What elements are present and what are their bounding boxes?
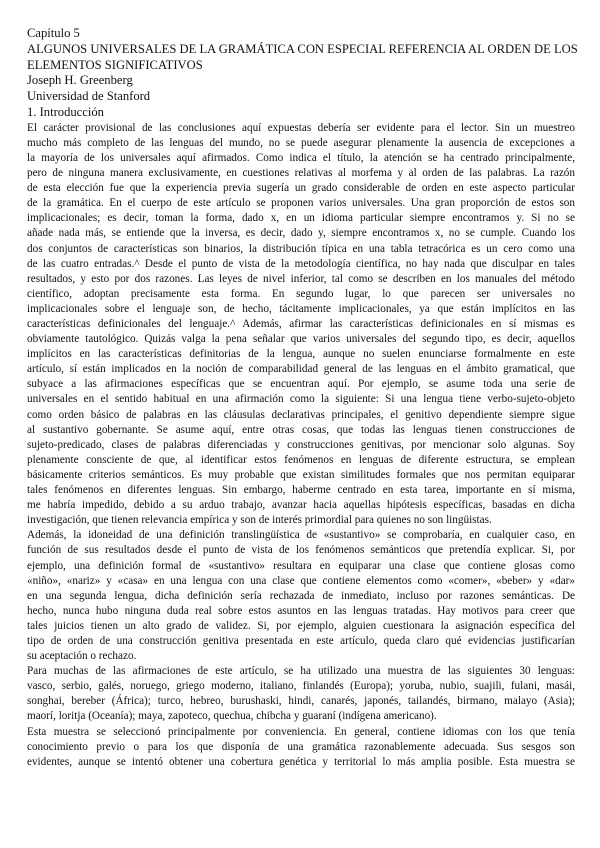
body-line: tales fenómenos en diferentes lenguas. Sin embargo, haberme centrado en esta tarea, importante en sí misma, xyxy=(27,484,575,497)
chapter-title-line-2: ELEMENTOS SIGNIFICATIVOS xyxy=(27,57,203,72)
body-line: dos conjuntos de características son binarios, la distribución típica en una tabla tetracórica es un cero como una xyxy=(27,242,575,255)
body-line: de la gramática. En el cuerpo de este artículo se proponen varios universales. Una gran proporción de estos son xyxy=(27,197,575,210)
body-line: vasco, serbio, galés, noruego, griego moderno, italiano, finlandés (Europa); yoruba, nubio, suajili, fulani, masái, xyxy=(27,680,575,693)
body-line: en una segunda lengua, dicha definición sería rechazada de inmediato, incluso por razones semánticas. De xyxy=(27,589,575,602)
body-line: hecho, nunca hubo ninguna duda real sobre estos asuntos en las lenguas tratadas. Hay motivos para creer que xyxy=(27,604,575,617)
body-line: El carácter provisional de las conclusiones aquí expuestas debería ser evidente para el lector. Sin un muestreo xyxy=(27,121,575,134)
body-line: mucho más completo de las lenguas del mundo, no se puede asegurar plenamente la ausencia de excepciones a xyxy=(27,136,575,149)
author-affiliation: Universidad de Stanford xyxy=(27,89,151,104)
body-line: ejemplo, una definición formal de «sustantivo» resultara en equiparar una clase que contiene glosas como xyxy=(27,559,575,572)
body-line: función de sus resultados desde el punto de vista de los fenómenos semánticos que pretendía explicar. Si, por xyxy=(27,544,575,557)
body-line: científico, adoptan precisamente esta forma. En segundo lugar, lo que parecen ser universales no xyxy=(27,287,575,300)
body-line: «niño», «nariz» y «casa» en una lengua con una clase que contiene elementos como «comer», «beber» y «dar» xyxy=(27,574,575,587)
body-line: implicacionales; es decir, toman la forma, dado x, en un idioma particular siempre encontramos y. Si no se xyxy=(27,212,575,225)
body-line: implicacionales sobre el lenguaje son, de hecho, tácitamente implicacionales, ya que están implícitos en las xyxy=(27,302,575,315)
body-line: tipo de orden de una construcción genitiva presentada en este artículo, queda claro qué evidencias justificarían xyxy=(27,634,575,647)
body-text xyxy=(27,121,575,770)
chapter-title-line-1: ALGUNOS UNIVERSALES DE LA GRAMÁTICA CON ESPECIAL REFERENCIA AL ORDEN DE LOS xyxy=(27,41,578,56)
body-line: básicamente criterios semánticos. Es muy probable que existan similitudes formales que nos permitan equiparar xyxy=(27,468,575,481)
body-line: añade nada más, se entiende que la inversa, es decir, dado y, siempre encontramos x, no se cumple. Cuando los xyxy=(27,227,575,240)
body-line: Además, la idoneidad de una definición translingüística de «sustantivo» se comprobaría, en cualquier caso, en xyxy=(27,529,575,542)
body-line: artículo, sí están implicados en la noción de comparabilidad general de las lenguas en el ámbito gramatical, que xyxy=(27,363,575,376)
body-line: tales juicios tienen un alto grado de validez. Si, por ejemplo, alguien cuestionara la asignación específica del xyxy=(27,619,575,632)
body-line: como orden básico de palabras en las cláusulas declarativas principales, el genitivo dependiente siempre sigue xyxy=(27,408,575,421)
body-line: la mayoría de los universales aquí afirmados. Como indica el título, la atención se ha centrado principalmente, xyxy=(27,151,575,164)
body-line: de esta elección fue que la experiencia previa sugería un grado considerable de orden en este aspecto particular xyxy=(27,182,575,195)
body-line: subyace a las afirmaciones específicas que se encuentran aquí. Por ejemplo, se asume toda una serie de xyxy=(27,378,575,391)
chapter-label: Capítulo 5 xyxy=(27,26,80,40)
body-line: Esta muestra se seleccionó principalmente por conveniencia. En general, contiene idiomas con los que tenía xyxy=(27,725,575,738)
body-line: implícitos en las características definitorias de la lengua, aunque no suelen enunciarse formalmente en este xyxy=(27,348,575,361)
body-line: me habría impedido, debido a su arduo trabajo, avanzar hacia aquellas hipótesis específicas, basadas en dicha xyxy=(27,499,575,512)
body-line: maorí, loritja (Oceanía); maya, zapoteco, quechua, chibcha y guaraní (indígena americano). xyxy=(27,710,437,723)
author-name: Joseph H. Greenberg xyxy=(27,73,133,88)
body-line: obviamente tautológico. Quizás valga la pena señalar que varios universales del segundo tipo, es decir, aquellos xyxy=(27,333,575,346)
section-heading: 1. Introducción xyxy=(27,104,104,119)
body-line: de las cuatro entradas.^ Desde el punto de vista de la metodología científica, no hay nada que disculpar en tales xyxy=(27,257,575,270)
body-line: sujeto-predicado, clases de palabras diferenciadas y construcciones genitivas, por mencionar solo algunas. Soy xyxy=(27,438,575,451)
body-line: características definicionales del lenguaje.^ Además, afirmar las características definicionales en sí mismas es xyxy=(27,318,575,330)
body-line: universales en el sentido habitual en una afirmación como la siguiente: Si una lengua tiene verbo-sujeto-objeto xyxy=(27,393,575,406)
body-line: resultados, y esto por dos razones. Las leyes de nivel inferior, tal como se describen en los manuales del método xyxy=(27,272,575,285)
body-line: plenamente consciente de que, al identificar estos fenómenos en lenguas de diferente estructura, se emplean xyxy=(27,453,575,466)
body-line: conocimiento previo o para los que disponía de una gramática razonablemente adecuada. Sus sesgos son xyxy=(27,740,575,753)
document-content xyxy=(27,26,578,770)
body-line: evidentes, aunque se intentó obtener una cobertura genética y territorial lo más amplia posible. Esta muestra se xyxy=(27,755,575,768)
body-line: al sustantivo gobernante. Se asume aquí, entre otras cosas, que todas las lenguas tienen construcciones de xyxy=(27,423,575,436)
body-line: songhai, bereber (África); turco, hebreo, burushaski, hindi, canarés, japonés, tailandés, birmano, malayo (Asia); xyxy=(27,695,575,708)
body-line: su aceptación o rechazo. xyxy=(27,650,137,663)
body-line: investigación, que tienen relevancia empírica y son de interés primordial para quienes no son lingüistas. xyxy=(27,514,492,527)
body-line: pero de ninguna manera exclusivamente, en cuestiones relativas al morfema y al orden de las palabras. La razón xyxy=(27,167,575,180)
body-line: Para muchas de las afirmaciones de este artículo, se ha utilizado una muestra de las siguientes 30 lenguas: xyxy=(27,665,575,678)
